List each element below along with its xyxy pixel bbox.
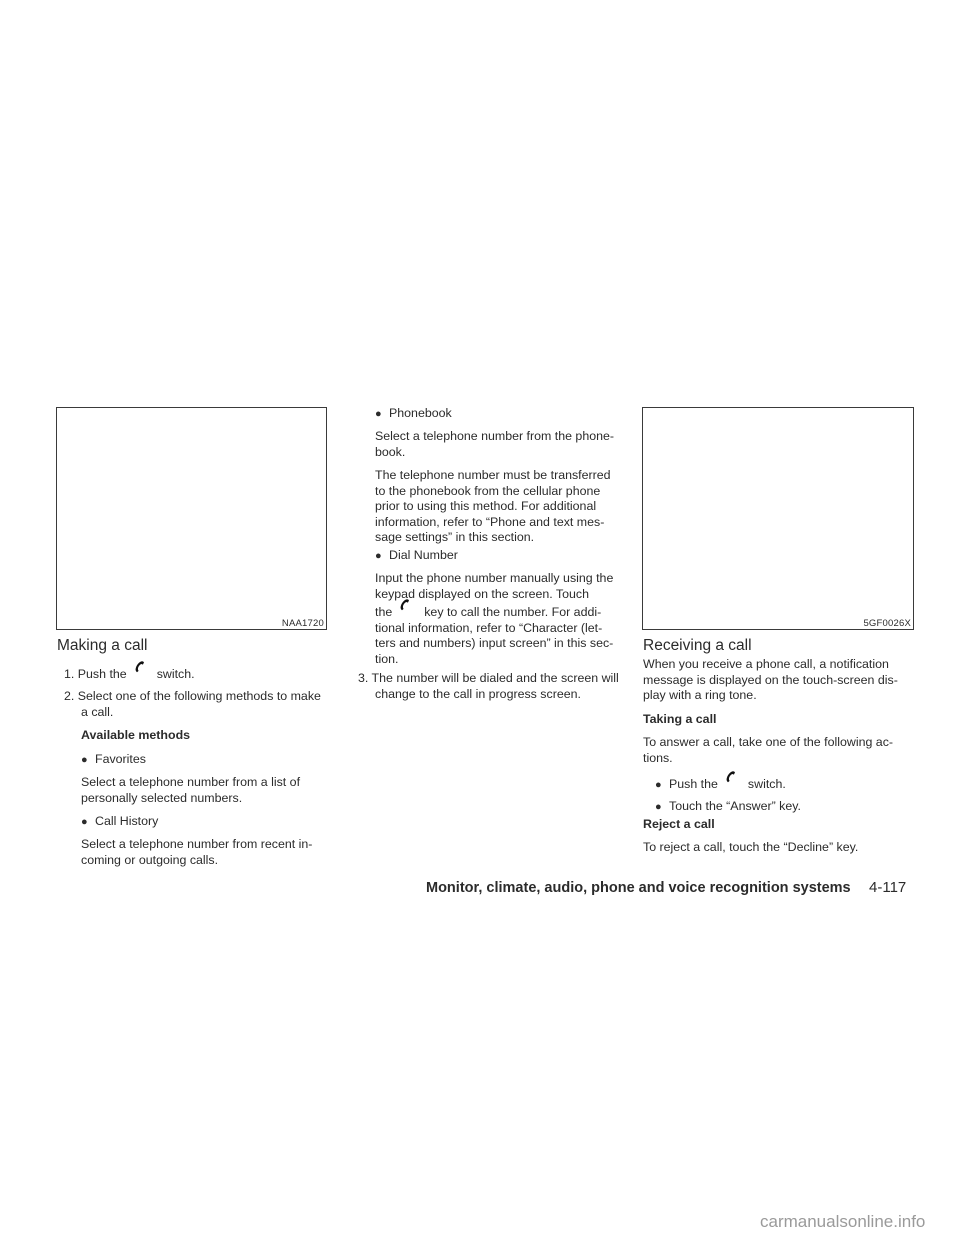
bullet-dot-icon: ●: [375, 408, 382, 420]
push-pre: Push the: [669, 777, 718, 791]
section-heading-making-a-call: Making a call: [57, 637, 148, 654]
dial-line1: Input the phone number manually using the: [375, 571, 614, 585]
bullet-dot-icon: ●: [655, 801, 662, 813]
transfer-line1: The telephone number must be transferred: [375, 468, 611, 482]
transfer-paragraph: [375, 468, 621, 546]
call-history-description: [81, 837, 327, 868]
bullet-touch-answer: [655, 799, 801, 816]
favorites-description: [81, 775, 327, 806]
taking-a-call-heading: Taking a call: [643, 712, 717, 726]
step-2-line2: a call.: [81, 704, 114, 719]
call-history-label: Call History: [95, 814, 159, 828]
bullet-push-switch: [655, 776, 786, 794]
step-3-line2: change to the call in progress screen.: [375, 686, 581, 701]
phone-handset-icon: [718, 776, 748, 790]
reject-a-call-heading: Reject a call: [643, 817, 715, 831]
favorites-desc-line2: personally selected numbers.: [81, 790, 243, 805]
reject-a-call-text: To reject a call, touch the “Decline” key.: [643, 840, 859, 854]
step-1: [64, 666, 334, 683]
transfer-line5: sage settings” in this section.: [375, 530, 535, 545]
available-methods-heading: Available methods: [81, 728, 191, 742]
intro-line1: When you receive a phone call, a notification: [643, 657, 889, 671]
receiving-intro: [643, 657, 913, 704]
transfer-line4: information, refer to “Phone and text mes-: [375, 514, 605, 529]
taking-a-call-text: [643, 735, 913, 766]
bullet-dot-icon: ●: [375, 550, 382, 562]
taking-line1: To answer a call, take one of the following ac-: [643, 735, 894, 749]
favorites-label: Favorites: [95, 752, 146, 766]
figure-label: 5GF0026X: [863, 618, 911, 629]
dial-line5: ters and numbers) input screen” in this sec-: [375, 636, 614, 651]
section-heading-receiving-a-call: Receiving a call: [643, 637, 752, 654]
dial-line4: tional information, refer to “Character (let-: [375, 620, 603, 635]
dial-line2: keypad displayed on the screen. Touch: [375, 586, 589, 601]
taking-line2: tions.: [643, 750, 673, 765]
bullet-phonebook: [375, 406, 452, 423]
intro-line2: message is displayed on the touch-screen dis-: [643, 672, 898, 687]
intro-line3: play with a ring tone.: [643, 688, 757, 703]
bullet-favorites: [81, 752, 146, 769]
dial-line3-pre: the: [375, 605, 393, 620]
phonebook-label: Phonebook: [389, 406, 452, 420]
step-1-text-pre: 1. Push the: [64, 667, 127, 681]
dial-line6: tion.: [375, 651, 399, 666]
dial-line3: [375, 604, 621, 621]
bullet-dot-icon: ●: [655, 779, 662, 791]
step-1-text-post: switch.: [156, 667, 195, 681]
transfer-line3: prior to using this method. For additional: [375, 499, 597, 514]
bullet-call-history: [81, 814, 158, 831]
step-3: [358, 671, 628, 702]
phonebook-desc-line2: book.: [375, 444, 406, 459]
bullet-dial-number: [375, 548, 458, 565]
phonebook-description: [375, 429, 621, 460]
footer-section-title: Monitor, climate, audio, phone and voice recognition systems: [426, 880, 851, 896]
touch-answer-text: Touch the “Answer” key.: [669, 799, 801, 813]
push-post: switch.: [747, 777, 786, 791]
dial-number-paragraph: [375, 571, 621, 668]
history-desc-line2: coming or outgoing calls.: [81, 852, 219, 867]
favorites-desc-line1: Select a telephone number from a list of: [81, 775, 301, 789]
dial-line3-post: key to call the number. For addi-: [424, 605, 602, 620]
figure-5gf0026x: [642, 407, 914, 630]
step-2-line1: 2. Select one of the following methods to make: [64, 689, 321, 703]
figure-naa1720: [56, 407, 327, 630]
bullet-dot-icon: ●: [81, 754, 88, 766]
step-2: [64, 689, 334, 720]
history-desc-line1: Select a telephone number from recent in-: [81, 837, 313, 851]
page-number: 4-117: [869, 879, 907, 896]
phone-handset-icon: [392, 604, 424, 618]
phone-handset-icon: [127, 666, 157, 680]
phonebook-desc-line1: Select a telephone number from the phone-: [375, 429, 615, 443]
watermark: carmanualsonline.info: [760, 1212, 926, 1231]
step-3-line1: 3. The number will be dialed and the screen will: [358, 671, 619, 685]
transfer-line2: to the phonebook from the cellular phone: [375, 483, 601, 498]
dial-number-label: Dial Number: [389, 548, 458, 562]
bullet-dot-icon: ●: [81, 816, 88, 828]
figure-label: NAA1720: [281, 618, 324, 629]
